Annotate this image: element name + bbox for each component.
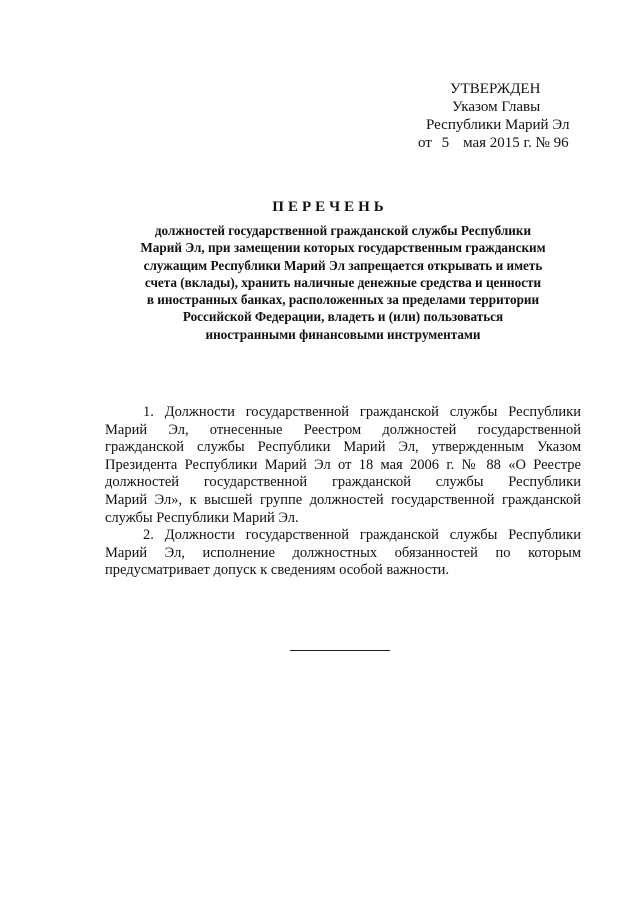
subtitle-line: счета (вклады), хранить наличные денежные средства и ценности: [144, 274, 542, 290]
list-item-2: [105, 527, 581, 580]
subtitle-line: должностей государственной гражданской службы Республики: [154, 223, 532, 238]
approval-date-day: 5: [441, 135, 450, 151]
paragraph-line: 1. Должности государственной гражданской службы Республики: [143, 404, 581, 420]
paragraph-line: Президента Республики Марий Эл от 18 мая 2006 г. № 88 «О Реестре: [105, 456, 581, 473]
list-item-1: [105, 404, 581, 527]
paragraph-line: должностей государственной гражданской службы Республики: [105, 474, 581, 491]
subtitle-line: служащим Республики Марий Эл запрещается открывать и иметь: [143, 257, 543, 273]
subtitle-line: иностранными финансовыми инструментами: [205, 326, 481, 342]
paragraph-line: Марий Эл», к высшей группе должностей государственной гражданской: [105, 491, 581, 508]
subtitle-line: Российской Федерации, владеть и (или) пользоваться: [182, 309, 504, 325]
subtitle-line: в иностранных банках, расположенных за пределами территории: [146, 292, 540, 308]
document-body: [105, 404, 581, 580]
approval-date-prefix: от: [418, 135, 432, 151]
paragraph-line: гражданской службы Республики Марий Эл, утвержденным Указом: [105, 439, 581, 456]
paragraph-line: службы Республики Марий Эл.: [105, 509, 299, 526]
document-subtitle: [108, 222, 578, 343]
document-title: ПЕРЕЧЕНЬ: [272, 199, 388, 215]
approval-line-1: УТВЕРЖДЕН: [450, 81, 541, 97]
subtitle-line: Марий Эл, при замещении которых государственным гражданским: [140, 240, 546, 256]
approval-line-3: Республики Марий Эл: [426, 117, 570, 133]
paragraph-line: Марий Эл, отнесенные Реестром должностей государственной: [105, 421, 581, 438]
approval-stamp: [418, 80, 618, 152]
approval-line-4: [418, 134, 618, 152]
paragraph-line: Марий Эл, исполнение должностных обязанностей по которым: [105, 544, 581, 561]
closing-divider: [290, 650, 390, 651]
paragraph-line: 2. Должности государственной гражданской службы Республики: [143, 527, 581, 544]
paragraph-line: предусматривает допуск к сведениям особой важности.: [105, 562, 450, 579]
approval-line-2: Указом Главы: [452, 99, 541, 115]
approval-date-rest: мая 2015 г. № 96: [463, 135, 569, 151]
